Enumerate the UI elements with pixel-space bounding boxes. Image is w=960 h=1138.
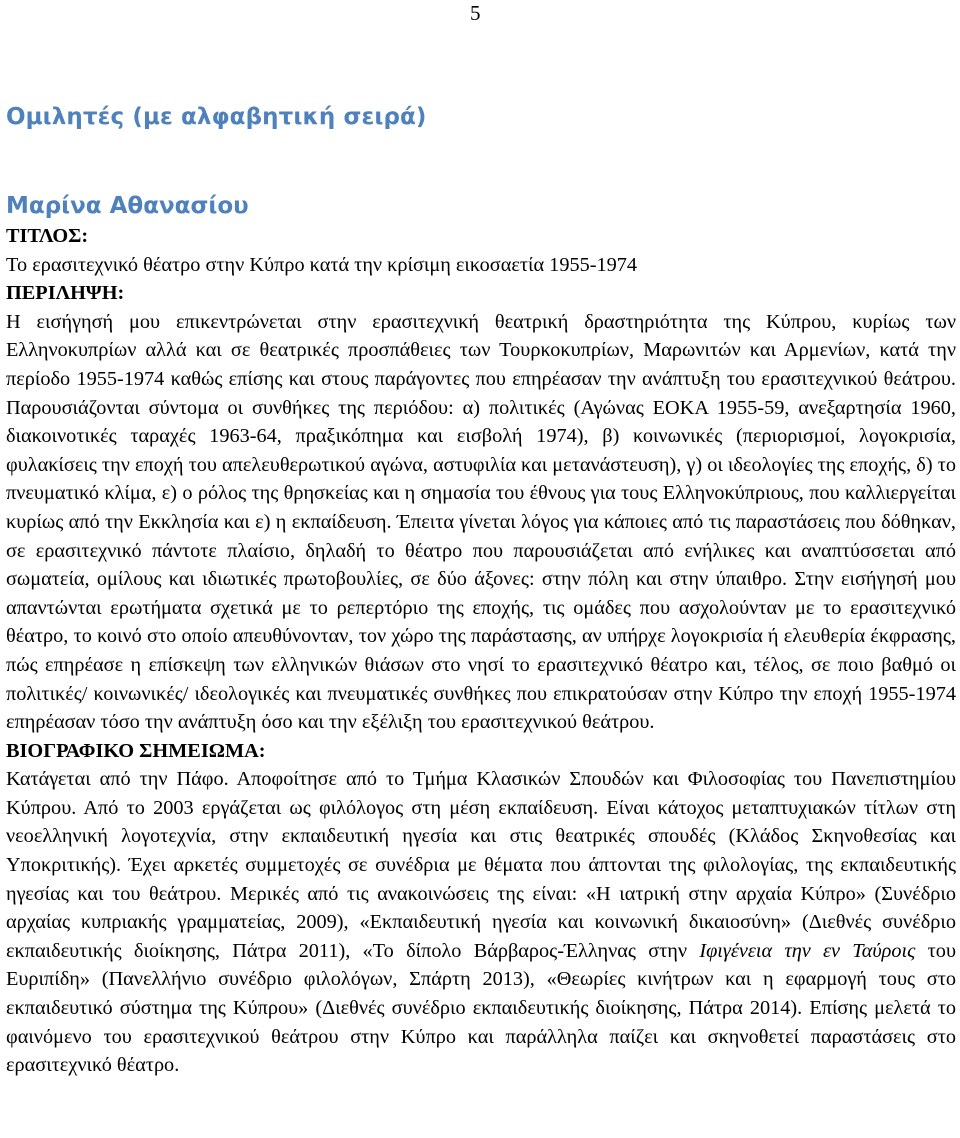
page-number: 5: [470, 1, 481, 25]
bio-text-part2: του Ευριπίδη» (Πανελλήνιο συνέδριο φιλολόγων, Σπάρτη 2013), «Θεωρίες κινήτρων και η εφαρμογή τους στο εκπαιδευτικό σύστημα της Κύπρου» (Διεθνές συνέδριο εκπαιδευτικής διοίκησης, Πάτρα 2014). Επίσης μελετά το φαινόμενο του ερασιτεχνικού θεάτρου στην Κύπρο και παράλληλα παίζει και σκηνοθετεί παραστάσεις στο ερασιτεχνικό θέατρο.: [6, 939, 956, 1077]
abstract-label: ΠΕΡΙΛΗΨΗ:: [6, 282, 125, 305]
talk-title: Το ερασιτεχνικό θέατρο στην Κύπρο κατά την κρίσιμη εικοσαετία 1955-1974: [6, 253, 638, 276]
section-heading: Ομιλητές (με αλφαβητική σειρά): [6, 104, 427, 130]
abstract-text: Η εισήγησή μου επικεντρώνεται στην ερασιτεχνική θεατρική δραστηριότητα της Κύπρου, κυρίως των Ελληνοκυπρίων αλλά και σε θεατρικές προσπάθειες των Τουρκοκυπρίων, Μαρωνιτών και Αρμενίων, κατά την περίοδο 1955-1974 καθώς επίσης και στους παράγοντες που επηρέασαν την ανάπτυξη του ερασιτεχνικού θεάτρου. Παρουσιάζονται σύντομα οι συνθήκες της περιόδου: α) πολιτικές (Αγώνας ΕΟΚΑ 1955-59, ανεξαρτησία 1960, διακοινοτικές ταραχές 1963-64, πραξικόπημα και εισβολή 1974), β) κοινωνικές (περιορισμοί, λογοκρισία, φυλακίσεις την εποχή του απελευθερωτικού αγώνα, αστυφιλία και μετανάστευση), γ) οι ιδεολογίες της εποχής, δ) το πνευματικό κλίμα, ε) ο ρόλος της θρησκείας και η σημασία του έθνους για τους Ελληνοκύπριους, που καλλιεργείται κυρίως από την Εκκλησία και ε) η εκπαίδευση. Έπειτα γίνεται λόγος για κάποιες από τις παραστάσεις που δόθηκαν, σε ερασιτεχνικό πάντοτε πλαίσιο, δηλαδή το θέατρο που παρουσιάζεται από ενήλικες και αναπτύσσεται από σωματεία, ομίλους και ιδιωτικές πρωτοβουλίες, σε δύο άξονες: στην πόλη και στην ύπαιθρο. Στην εισήγησή μου απαντώνται ερωτήματα σχετικά με το ρεπερτόριο της εποχής, τις ομάδες που ασχολούνταν με το ερασιτεχνικό θέατρο, το κοινό στο οποίο απευθύνονταν, τον χώρο της παράστασης, αν υπήρχε λογοκρισία ή ελευθερία έκφρασης, πώς επηρέασε η επίσκεψη των ελληνικών θιάσων στο νησί το ερασιτεχνικό θέατρο και, τέλος, σε ποιο βαθμό οι πολιτικές/ κοινωνικές/ ιδεολογικές και πνευματικές συνθήκες που επικρατούσαν στην Κύπρο την εποχή 1955-1974 επηρέασαν τόσο την ανάπτυξη όσο και την εξέλιξη του ερασιτεχνικού θεάτρου.: [6, 310, 956, 734]
speaker-name: Μαρίνα Αθανασίου: [6, 193, 249, 219]
bio-label: ΒΙΟΓΡΑΦΙΚΟ ΣΗΜΕΙΩΜΑ:: [6, 739, 266, 762]
bio-play-title: Ιφιγένεια την εν Ταύροις: [699, 939, 916, 962]
bio-text: [6, 765, 956, 1080]
bio-text-part1: Κατάγεται από την Πάφο. Αποφοίτησε από το Τμήμα Κλασικών Σπουδών και Φιλοσοφίας του Πανεπιστημίου Κύπρου. Από το 2003 εργάζεται ως φιλόλογος στη μέση εκπαίδευση. Είναι κάτοχος μεταπτυχιακών τίτλων στη νεοελληνική λογοτεχνία, στην εκπαιδευτική ηγεσία και στις θεατρικές σπουδές (Κλάδος Σκηνοθεσίας και Υποκριτικής). Έχει αρκετές συμμετοχές σε συνέδρια με θέματα που άπτονται της φιλολογίας, της εκπαιδευτικής ηγεσίας και του θεάτρου. Μερικές από τις ανακοινώσεις της είναι: «Η ιατρική στην αρχαία Κύπρο» (Συνέδριο αρχαίας κυπριακής γραμματείας, 2009), «Εκπαιδευτική ηγεσία και κοινωνική δικαιοσύνη» (Διεθνές συνέδριο εκπαιδευτικής διοίκησης, Πάτρα 2011), «Το δίπολο Βάρβαρος-Έλληνας στην: [6, 768, 956, 962]
title-label: ΤΙΤΛΟΣ:: [6, 225, 89, 247]
speaker-details: [6, 222, 956, 1080]
